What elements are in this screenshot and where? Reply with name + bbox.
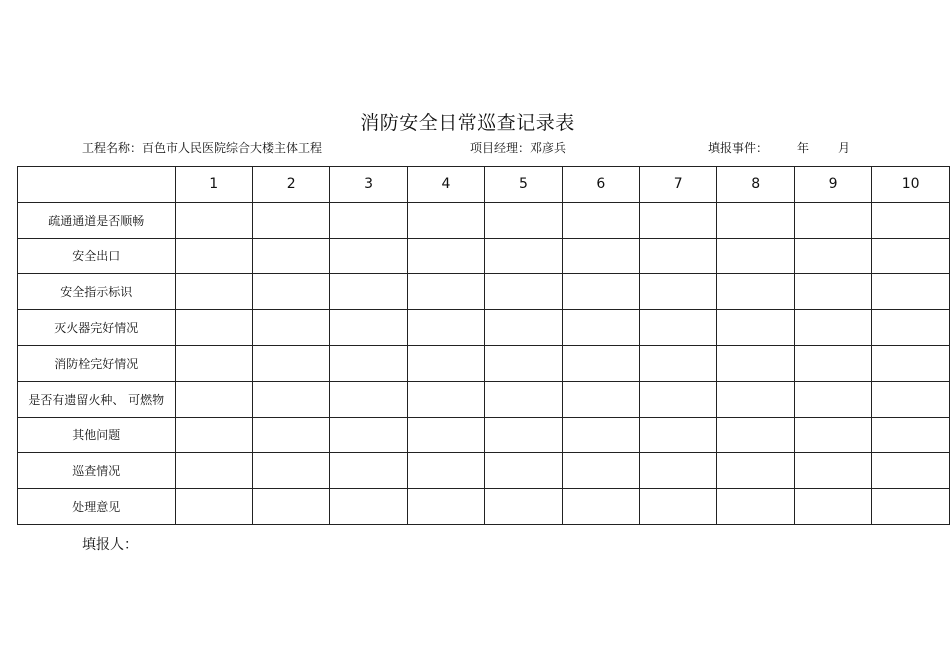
table-cell[interactable] [252,417,329,453]
table-cell[interactable] [330,345,407,381]
table-cell[interactable] [640,274,717,310]
table-row [18,489,950,525]
project-manager: 项目经理：邓彦兵 [470,141,567,155]
header-corner-cell [18,167,176,203]
table-cell[interactable] [872,310,950,346]
table-row [18,238,950,274]
table-cell[interactable] [717,417,794,453]
table-cell[interactable] [252,453,329,489]
page-title: 消防安全日常巡查记录表 [360,112,575,134]
table-cell[interactable] [717,274,794,310]
table-cell[interactable] [562,202,639,238]
table-cell[interactable] [872,381,950,417]
table-cell[interactable] [717,381,794,417]
report-month-label: 月 [838,141,851,155]
table-cell[interactable] [872,274,950,310]
table-cell[interactable] [562,417,639,453]
table-cell[interactable] [717,310,794,346]
row-label: 其他问题 [18,417,176,453]
table-cell[interactable] [794,274,871,310]
table-cell[interactable] [330,310,407,346]
table-cell[interactable] [252,202,329,238]
row-label: 安全出口 [18,238,176,274]
row-label: 处理意见 [18,489,176,525]
table-cell[interactable] [640,381,717,417]
table-cell[interactable] [330,453,407,489]
table-cell[interactable] [407,417,484,453]
table-cell[interactable] [794,381,871,417]
table-header-row [18,167,950,203]
inspection-table [17,166,950,525]
table-cell[interactable] [252,238,329,274]
table-cell[interactable] [175,489,252,525]
table-cell[interactable] [562,489,639,525]
table-cell[interactable] [175,274,252,310]
table-cell[interactable] [252,345,329,381]
table-cell[interactable] [640,417,717,453]
table-cell[interactable] [175,381,252,417]
table-cell[interactable] [717,202,794,238]
table-row [18,417,950,453]
table-cell[interactable] [717,238,794,274]
column-header: 7 [640,167,717,203]
table-row [18,345,950,381]
table-cell[interactable] [872,417,950,453]
table-cell[interactable] [252,381,329,417]
table-row [18,453,950,489]
table-cell[interactable] [485,345,562,381]
table-cell[interactable] [640,202,717,238]
table-cell[interactable] [485,310,562,346]
table-cell[interactable] [794,345,871,381]
table-row [18,381,950,417]
table-cell[interactable] [872,345,950,381]
table-cell[interactable] [407,345,484,381]
table-cell[interactable] [485,489,562,525]
table-cell[interactable] [872,453,950,489]
report-year-label: 年 [797,141,810,155]
table-cell[interactable] [175,345,252,381]
table-cell[interactable] [485,381,562,417]
column-header: 4 [407,167,484,203]
table-cell[interactable] [407,238,484,274]
table-cell[interactable] [175,238,252,274]
table-cell[interactable] [330,202,407,238]
table-cell[interactable] [175,202,252,238]
table-cell[interactable] [640,489,717,525]
table-cell[interactable] [252,489,329,525]
row-label: 是否有遗留火种、 可燃物 [18,381,176,417]
table-cell[interactable] [407,310,484,346]
row-label: 消防栓完好情况 [18,345,176,381]
table-cell[interactable] [330,274,407,310]
table-cell[interactable] [562,238,639,274]
table-cell[interactable] [330,238,407,274]
project-name: 工程名称：百色市人民医院综合大楼主体工程 [82,141,323,155]
table-cell[interactable] [794,489,871,525]
table-cell[interactable] [175,417,252,453]
table-cell[interactable] [485,453,562,489]
table-cell[interactable] [407,489,484,525]
table-cell[interactable] [407,453,484,489]
table-cell[interactable] [562,274,639,310]
row-label: 疏通通道是否顺畅 [18,202,176,238]
table-cell[interactable] [640,238,717,274]
table-cell[interactable] [640,310,717,346]
table-cell[interactable] [562,310,639,346]
row-label: 安全指示标识 [18,274,176,310]
column-header: 8 [717,167,794,203]
table-cell[interactable] [872,238,950,274]
table-cell[interactable] [485,238,562,274]
row-label: 巡查情况 [18,453,176,489]
table-cell[interactable] [330,381,407,417]
table-cell[interactable] [175,453,252,489]
table-cell[interactable] [794,310,871,346]
table-cell[interactable] [717,345,794,381]
table-cell[interactable] [407,274,484,310]
column-header: 3 [330,167,407,203]
table-cell[interactable] [794,453,871,489]
table-cell[interactable] [252,274,329,310]
column-header: 6 [562,167,639,203]
table-cell[interactable] [562,453,639,489]
filler-label: 填报人： [82,537,138,553]
table-cell[interactable] [794,417,871,453]
table-cell[interactable] [330,417,407,453]
table-cell[interactable] [562,381,639,417]
table-cell[interactable] [640,453,717,489]
table-cell[interactable] [562,345,639,381]
table-cell[interactable] [717,453,794,489]
table-cell[interactable] [175,310,252,346]
table-row [18,274,950,310]
column-header: 2 [252,167,329,203]
report-date-label: 填报事件： [708,141,769,155]
table-cell[interactable] [640,345,717,381]
table-cell[interactable] [794,238,871,274]
table-row [18,202,950,238]
table-cell[interactable] [794,202,871,238]
table-cell[interactable] [330,489,407,525]
column-header: 10 [872,167,950,203]
table-cell[interactable] [485,202,562,238]
column-header: 1 [175,167,252,203]
row-label: 灭火器完好情况 [18,310,176,346]
table-cell[interactable] [252,310,329,346]
table-cell[interactable] [407,202,484,238]
table-cell[interactable] [485,417,562,453]
table-cell[interactable] [485,274,562,310]
table-cell[interactable] [872,489,950,525]
table-cell[interactable] [407,381,484,417]
table-cell[interactable] [872,202,950,238]
column-header: 5 [485,167,562,203]
column-header: 9 [794,167,871,203]
table-cell[interactable] [717,489,794,525]
table-row [18,310,950,346]
